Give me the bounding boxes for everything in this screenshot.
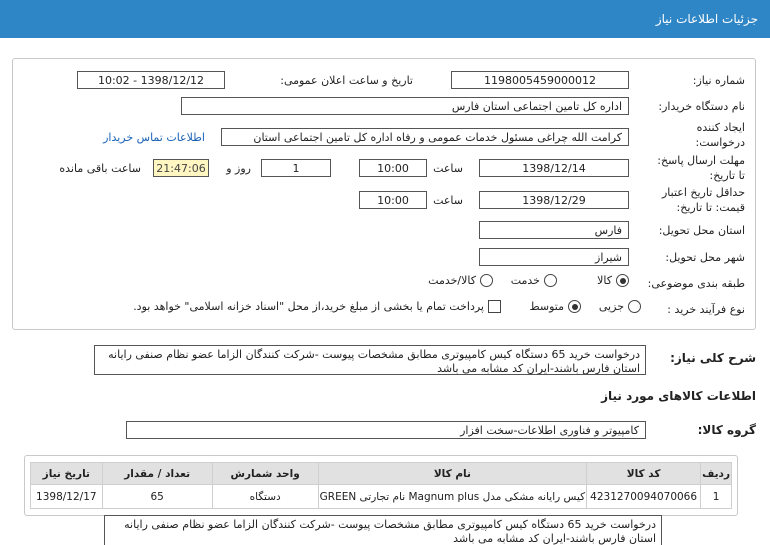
announce-label: تاریخ و ساعت اعلان عمومی: [280, 74, 413, 87]
page-title: جزئیات اطلاعات نیاز [655, 12, 758, 26]
table-row[interactable] [31, 485, 732, 509]
col-unit: واحد شمارش [212, 463, 318, 485]
days-label: روز و [226, 162, 251, 175]
need-number-field[interactable]: 1198005459000012 [451, 71, 629, 89]
radio-icon[interactable] [544, 274, 557, 287]
cell-quantity: 65 [102, 485, 212, 509]
goods-table [30, 462, 732, 509]
city-label: شهر محل تحویل: [665, 251, 745, 264]
reply-time-field[interactable]: 10:00 [359, 159, 427, 177]
radio-icon[interactable] [628, 300, 641, 313]
buyer-label: نام دستگاه خریدار: [658, 100, 745, 113]
cell-name: کیس رایانه مشکی مدل Magnum plus نام تجارتی GREEN [318, 485, 586, 509]
cell-row: 1 [701, 485, 732, 509]
category-label: طبقه بندی موضوعی: [647, 277, 745, 290]
requester-field[interactable]: کرامت الله چراغی مسئول خدمات عمومی و رفاه اداره کل تامین اجتماعی استان [221, 128, 629, 146]
col-row: ردیف [701, 463, 732, 485]
reply-deadline-label-1: مهلت ارسال پاسخ: [657, 154, 745, 167]
validity-time-label: ساعت [433, 194, 463, 207]
category-option-service[interactable]: خدمت [511, 274, 557, 287]
requester-label-1: ایجاد کننده [696, 121, 745, 134]
process-option-medium[interactable]: متوسط [529, 300, 581, 313]
radio-icon[interactable] [480, 274, 493, 287]
reply-date-field[interactable]: 1398/12/14 [479, 159, 629, 177]
description-text: درخواست خرید 65 دستگاه کیس کامپیوتری مطابق مشخصات پیوست -شرکت کنندگان الزاما عضو نظام صنفی رایانه استان فارس باشند-ایران کد مشابه می باشد [94, 345, 646, 375]
remaining-time-field: 21:47:06 [153, 159, 209, 177]
radio-selected-icon[interactable] [616, 274, 629, 287]
buyer-field[interactable]: اداره کل تامین اجتماعی استان فارس [181, 97, 629, 115]
goods-group-field[interactable]: کامپیوتر و فناوری اطلاعات-سخت افزار [126, 421, 646, 439]
category-option-goods-service[interactable]: کالا/خدمت [428, 274, 493, 287]
days-field[interactable]: 1 [261, 159, 331, 177]
treasury-payment-option[interactable]: پرداخت تمام یا بخشی از مبلغ خرید،از محل "اسناد خزانه اسلامی" خواهد بود. [133, 300, 501, 313]
reply-time-label: ساعت [433, 162, 463, 175]
col-code: کد کالا [587, 463, 701, 485]
checkbox-icon[interactable] [488, 300, 501, 313]
cell-unit: دستگاه [212, 485, 318, 509]
col-name: نام کالا [318, 463, 586, 485]
col-need-date: تاریخ نیاز [31, 463, 103, 485]
goods-note: درخواست خرید 65 دستگاه کیس کامپیوتری مطابق مشخصات پیوست -شرکت کنندگان الزاما عضو نظام صنفی رایانه استان فارس باشند-ایران کد مشابه می باشد [104, 515, 662, 545]
need-info-panel [12, 58, 756, 330]
validity-date-field[interactable]: 1398/12/29 [479, 191, 629, 209]
validity-label-1: حداقل تاریخ اعتبار [661, 186, 745, 199]
page-header [0, 0, 770, 38]
city-field[interactable]: شیراز [479, 248, 629, 266]
process-label: نوع فرآیند خرید : [667, 303, 745, 316]
col-quantity: تعداد / مقدار [102, 463, 212, 485]
goods-group-label: گروه کالا: [697, 423, 756, 437]
radio-selected-icon[interactable] [568, 300, 581, 313]
goods-table-panel [24, 455, 738, 516]
need-number-label: شماره نیاز: [692, 74, 745, 87]
contact-buyer-link[interactable]: اطلاعات تماس خریدار [103, 131, 205, 144]
reply-deadline-label-2: تا تاریخ: [709, 169, 745, 182]
table-header-row [31, 463, 732, 485]
cell-code: 4231270094070066 [587, 485, 701, 509]
province-label: استان محل تحویل: [658, 224, 745, 237]
cell-need-date: 1398/12/17 [31, 485, 103, 509]
announce-field[interactable]: 1398/12/12 - 10:02 [77, 71, 225, 89]
process-option-minor[interactable]: جزیی [599, 300, 641, 313]
validity-label-2: قیمت: تا تاریخ: [676, 201, 745, 214]
requester-label-2: درخواست: [695, 136, 745, 149]
category-option-goods[interactable]: کالا [597, 274, 629, 287]
description-label: شرح کلی نیاز: [670, 351, 756, 365]
goods-section-title: اطلاعات کالاهای مورد نیاز [601, 389, 756, 403]
validity-time-field[interactable]: 10:00 [359, 191, 427, 209]
province-field[interactable]: فارس [479, 221, 629, 239]
remaining-time-label: ساعت باقی مانده [59, 162, 141, 175]
